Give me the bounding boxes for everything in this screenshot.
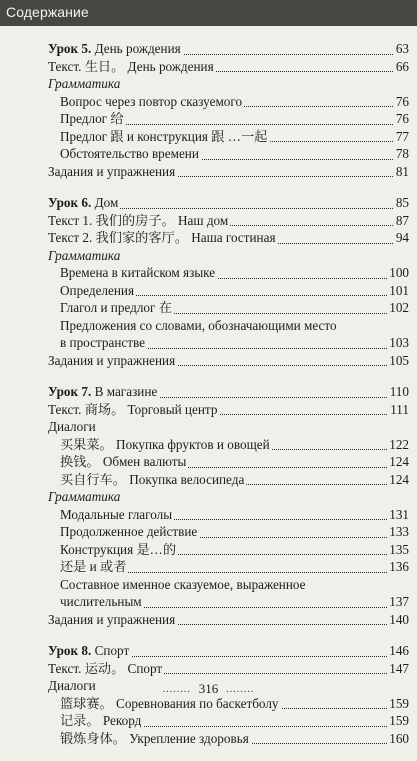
entry-label: 记录。 Рекорд bbox=[60, 713, 142, 728]
table-of-contents bbox=[0, 40, 417, 761]
toc-entry-text[interactable] bbox=[0, 660, 417, 678]
page-number: 105 bbox=[389, 352, 409, 368]
entry-label: Текст 1. 我们的房子。 Наш дом bbox=[48, 212, 229, 228]
entry-label: Текст. 运动。 Спорт bbox=[48, 660, 163, 676]
entry-label: 篮球赛。 Соревнования по баскетболу bbox=[60, 695, 279, 711]
page-number: 110 bbox=[389, 384, 409, 399]
entry-label: Конструкция 是…的 bbox=[60, 541, 177, 557]
page-number: 124 bbox=[389, 471, 409, 487]
entry-label: Глагол и предлог 在 bbox=[60, 300, 172, 315]
toc-entry-text[interactable] bbox=[0, 58, 417, 76]
entry-label: Предлог 给 bbox=[60, 111, 124, 126]
page-number: 111 bbox=[390, 401, 409, 417]
entry-label-line2: числительным bbox=[60, 594, 142, 609]
lesson-number: Урок 6. bbox=[48, 195, 92, 210]
entry-label: Предлог 跟 и конструкция 跟 …一起 bbox=[60, 128, 268, 144]
lesson-title: День рождения bbox=[91, 41, 181, 56]
toc-entry[interactable] bbox=[0, 471, 417, 489]
lesson-number: Урок 7. bbox=[48, 384, 92, 399]
page-number: 131 bbox=[389, 506, 409, 522]
lesson-6 bbox=[0, 194, 417, 369]
footer-ornament-left: ........ bbox=[162, 684, 191, 695]
entry-label: Обстоятельство времени bbox=[60, 146, 199, 161]
page-number: 136 bbox=[389, 559, 409, 574]
grammar-heading-label: Грамматика bbox=[48, 247, 121, 263]
entry-label: Задания и упражнения bbox=[48, 352, 176, 368]
lesson-number: Урок 5. bbox=[48, 41, 92, 56]
page-number: 159 bbox=[389, 713, 409, 728]
page-number: 159 bbox=[389, 695, 409, 711]
dialogs-heading-label: Диалоги bbox=[48, 678, 96, 693]
page-number: 103 bbox=[389, 335, 409, 350]
page-number: 76 bbox=[395, 111, 409, 126]
entry-label: Определения bbox=[60, 282, 135, 298]
entry-label: Модальные глаголы bbox=[60, 506, 173, 522]
running-header bbox=[0, 0, 417, 26]
page-number: 63 bbox=[395, 41, 409, 56]
grammar-heading-label: Грамматика bbox=[48, 76, 121, 91]
entry-label: 换钱。 Обмен валюты bbox=[60, 454, 187, 469]
toc-entry-text[interactable] bbox=[0, 229, 417, 247]
lesson-title: Спорт bbox=[91, 643, 130, 658]
page-number: 66 bbox=[395, 58, 409, 74]
page-number: 101 bbox=[389, 282, 409, 298]
entry-label: 买果菜。 Покупка фруктов и овощей bbox=[60, 436, 270, 452]
running-header-title: Содержание bbox=[6, 4, 89, 20]
grammar-heading-label: Грамматика bbox=[48, 489, 121, 504]
page-number: 87 bbox=[395, 212, 409, 228]
lesson-title: В магазине bbox=[91, 384, 158, 399]
entry-label: 还是 и 或者 bbox=[60, 559, 127, 574]
dialogs-heading-label: Диалоги bbox=[48, 419, 96, 434]
page-number: 133 bbox=[389, 524, 409, 539]
toc-entry-exercises[interactable] bbox=[0, 611, 417, 629]
lesson-7 bbox=[0, 383, 417, 628]
page-number: 137 bbox=[389, 594, 409, 609]
lesson-5 bbox=[0, 40, 417, 180]
page-number: 94 bbox=[395, 230, 409, 245]
page-number: 85 bbox=[395, 195, 409, 210]
entry-label-line1: Составное именное сказуемое, выраженное bbox=[60, 576, 306, 592]
page-number: 76 bbox=[395, 93, 409, 109]
entry-label: Продолженное действие bbox=[60, 524, 198, 539]
page-number: 124 bbox=[389, 454, 409, 469]
page-footer bbox=[0, 681, 417, 697]
page-number: 78 bbox=[395, 146, 409, 161]
page-number: 122 bbox=[389, 436, 409, 452]
page-number: 160 bbox=[389, 730, 409, 746]
toc-entry-exercises[interactable] bbox=[0, 163, 417, 181]
page-number: 147 bbox=[389, 660, 409, 676]
toc-entry-text[interactable] bbox=[0, 401, 417, 419]
entry-label-line2: в пространстве bbox=[60, 335, 145, 350]
toc-entry[interactable] bbox=[0, 730, 417, 748]
entry-label: Задания и упражнения bbox=[48, 163, 176, 179]
toc-entry[interactable] bbox=[0, 299, 417, 317]
page-number: 100 bbox=[389, 265, 409, 280]
toc-entry-exercises[interactable] bbox=[0, 352, 417, 370]
toc-entry[interactable] bbox=[0, 558, 417, 576]
page-number: 102 bbox=[389, 300, 409, 315]
entry-label-line1: Предложения со словами, обозначающими место bbox=[60, 317, 337, 333]
page-number: 81 bbox=[395, 163, 409, 179]
entry-label: 锻炼身体。 Укрепление здоровья bbox=[60, 730, 249, 746]
entry-label: Вопрос через повтор сказуемого bbox=[60, 93, 243, 109]
entry-label: Текст 2. 我们家的客厅。 Наша гостиная bbox=[48, 230, 276, 245]
entry-label: Текст. 生日。 День рождения bbox=[48, 58, 214, 74]
page-number: 135 bbox=[389, 541, 409, 557]
entry-label: Текст. 商场。 Торговый центр bbox=[48, 401, 218, 417]
entry-label: 买自行车。 Покупка велосипеда bbox=[60, 471, 245, 487]
page-folio: 316 bbox=[198, 681, 219, 696]
page-number: 77 bbox=[395, 128, 409, 144]
lesson-number: Урок 8. bbox=[48, 643, 92, 658]
lesson-title: Дом bbox=[91, 195, 119, 210]
page-number: 140 bbox=[389, 611, 409, 627]
page-number: 146 bbox=[389, 643, 409, 658]
entry-label: Задания и упражнения bbox=[48, 611, 176, 627]
entry-label: Времена в китайском языке bbox=[60, 265, 216, 280]
footer-ornament-right: ........ bbox=[226, 684, 255, 695]
